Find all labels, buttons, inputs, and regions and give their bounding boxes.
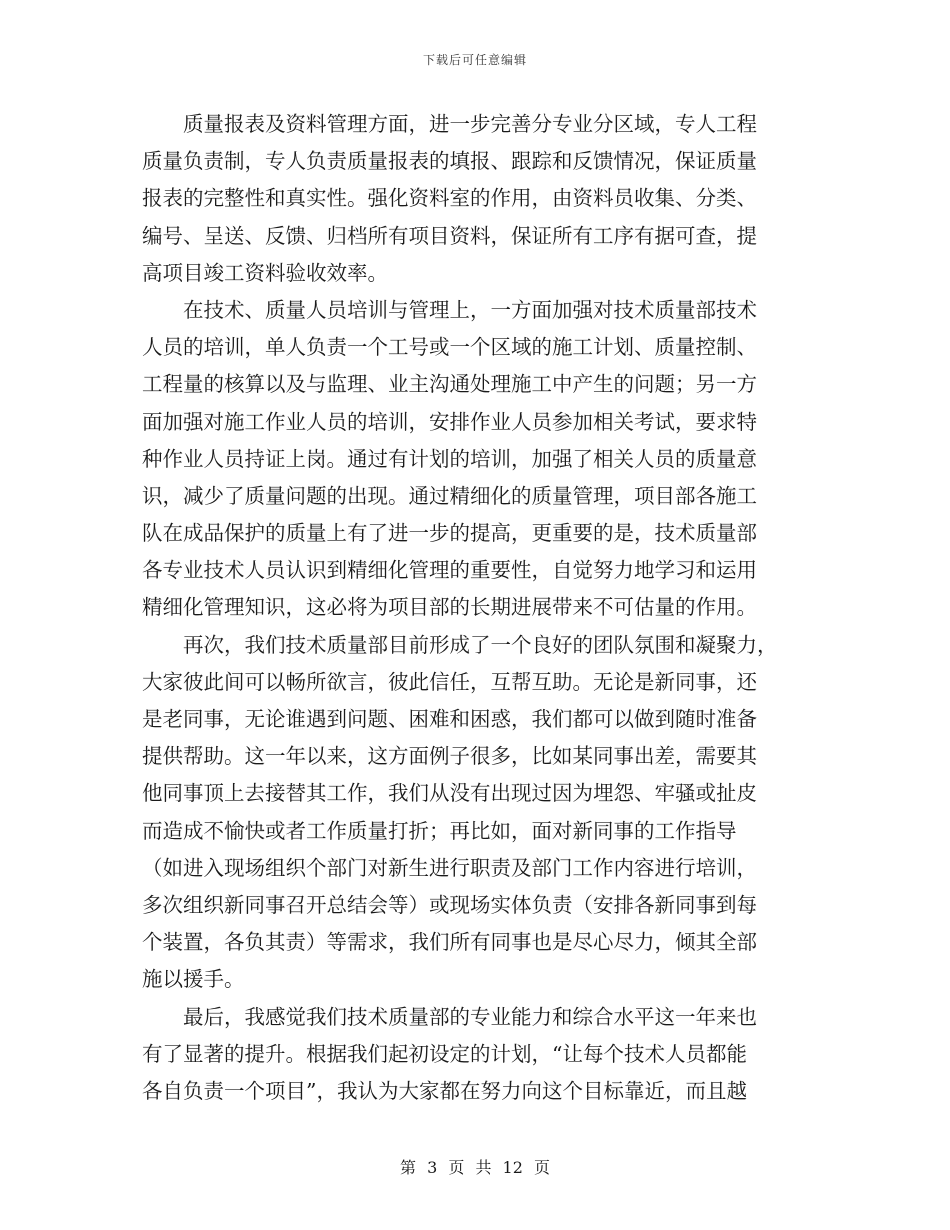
text-line: 提供帮助。这一年以来，这方面例子很多，比如某同事出差，需要其 [142, 744, 757, 769]
text-line: 高项目竣工资料验收效率。 [142, 260, 388, 285]
text-line: 施以援手。 [142, 967, 245, 992]
text-line: 识，减少了质量问题的出现。通过精细化的质量管理，项目部各施工 [142, 483, 757, 508]
text-line: 种作业人员持证上岗。通过有计划的培训，加强了相关人员的质量意 [142, 446, 757, 471]
text-line: 各专业技术人员认识到精细化管理的重要性，自觉努力地学习和运用 [142, 558, 757, 583]
text-line: 质量报表及资料管理方面，进一步完善分专业分区域，专人工程 [142, 112, 757, 136]
text-line: 他同事顶上去接替其工作，我们从没有出现过因为埋怨、牢骚或扯皮 [142, 781, 757, 806]
text-line: 工程量的核算以及与监理、业主沟通处理施工中产生的问题；另一方 [142, 372, 757, 397]
text-line: 再次，我们技术质量部目前形成了一个良好的团队氛围和凝聚力， [142, 632, 778, 657]
text-line: 人员的培训，单人负责一个工号或一个区域的施工计划、质量控制、 [142, 335, 757, 360]
text-line: 报表的完整性和真实性。强化资料室的作用，由资料员收集、分类、 [142, 186, 757, 211]
text-line: 个装置，各负其责）等需求，我们所有同事也是尽心尽力，倾其全部 [142, 930, 757, 955]
text-line: 大家彼此间可以畅所欲言，彼此信任，互帮互助。无论是新同事，还 [142, 669, 757, 694]
text-line: 编号、呈送、反馈、归档所有项目资料，保证所有工序有据可查，提 [142, 223, 757, 248]
page-footer: 第 3 页 共 12 页 [400, 1158, 550, 1177]
text-line: 最后，我感觉我们技术质量部的专业能力和综合水平这一年来也 [142, 1004, 757, 1029]
text-line: 有了显著的提升。根据我们起初设定的计划，“让每个技术人员都能 [142, 1041, 747, 1066]
text-line: 质量负责制，专人负责质量报表的填报、跟踪和反馈情况，保证质量 [142, 149, 757, 174]
text-line: 而造成不愉快或者工作质量打折；再比如，面对新同事的工作指导 [142, 818, 737, 843]
text-line: 在技术、质量人员培训与管理上，一方面加强对技术质量部技术 [142, 297, 757, 322]
body-text [142, 106, 812, 1110]
text-line: 队在成品保护的质量上有了进一步的提高，更重要的是，技术质量部 [142, 521, 757, 546]
text-line: 各自负责一个项目”，我认为大家都在努力向这个目标靠近，而且越 [142, 1078, 747, 1103]
text-line: 面加强对施工作业人员的培训，安排作业人员参加相关考试，要求特 [142, 409, 757, 434]
text-line: （如进入现场组织个部门对新生进行职责及部门工作内容进行培训， [142, 855, 757, 880]
page-header: 下载后可任意编辑 [422, 53, 527, 67]
text-line: 精细化管理知识，这必将为项目部的长期进展带来不可估量的作用。 [142, 595, 757, 620]
text-line: 多次组织新同事召开总结会等）或现场实体负责（安排各新同事到每 [142, 892, 757, 917]
text-line: 是老同事，无论谁遇到问题、困难和困惑，我们都可以做到随时准备 [142, 707, 757, 731]
